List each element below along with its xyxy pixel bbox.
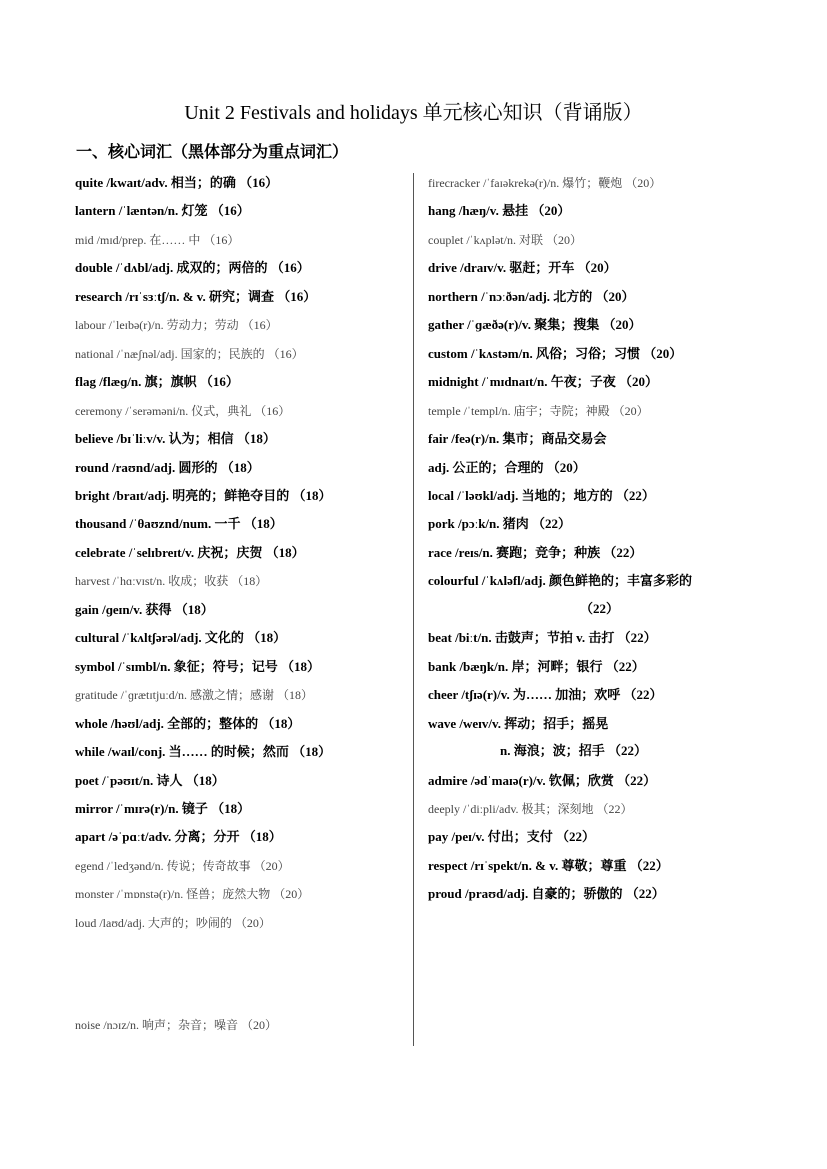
vocab-entry: custom /ˈkʌstəm/n. 风俗；习俗；习惯 （20）: [428, 346, 683, 361]
vocab-entry: national /ˈnæʃnəl/adj. 国家的；民族的 （16）: [75, 347, 304, 361]
vocab-entry: midnight /ˈmɪdnaɪt/n. 午夜；子夜 （20）: [428, 374, 658, 389]
vocab-entry: deeply /ˈdiːpli/adv. 极其；深刻地 （22）: [428, 802, 633, 816]
vocab-entry: egend /ˈledʒənd/n. 传说；传奇故事 （20）: [75, 859, 290, 873]
vocab-entry-continuation: n. 海浪；波；招手 （22）: [500, 743, 647, 758]
vocab-entry: while /waɪl/conj. 当…… 的时候；然而 （18）: [75, 744, 332, 759]
vocab-entry: adj. 公正的；合理的 （20）: [428, 460, 586, 475]
vocab-entry: double /ˈdʌbl/adj. 成双的；两倍的 （16）: [75, 260, 310, 275]
vocab-entry: whole /həʊl/adj. 全部的；整体的 （18）: [75, 716, 301, 731]
vocab-entry: believe /bɪˈliːv/v. 认为；相信 （18）: [75, 431, 276, 446]
vocab-entry: gratitude /ˈɡrætɪtjuːd/n. 感激之情；感谢 （18）: [75, 688, 313, 702]
vocab-entry: cheer /tʃɪə(r)/v. 为…… 加油；欢呼 （22）: [428, 687, 663, 702]
vocab-entry: pay /peɪ/v. 付出；支付 （22）: [428, 829, 595, 844]
vocab-entry: thousand /ˈθaʊznd/num. 一千 （18）: [75, 516, 283, 531]
vocab-entry: gather /ˈɡæðə(r)/v. 聚集；搜集 （20）: [428, 317, 642, 332]
vocab-entry: fair /feə(r)/n. 集市；商品交易会: [428, 431, 607, 446]
vocab-entry: loud /laʊd/adj. 大声的；吵闹的 （20）: [75, 916, 271, 930]
vocab-entry: monster /ˈmɒnstə(r)/n. 怪兽；庞然大物 （20）: [75, 887, 310, 901]
vocab-entry: ceremony /ˈserəməni/n. 仪式，典礼 （16）: [75, 404, 291, 418]
vocab-entry: couplet /ˈkʌplət/n. 对联 （20）: [428, 233, 582, 247]
vocab-entry: research /rɪˈsɜːtʃ/n. & v. 研究；调查 （16）: [75, 289, 317, 304]
vocab-entry: poet /ˈpəʊɪt/n. 诗人 （18）: [75, 773, 225, 788]
vocab-entry: local /ˈləʊkl/adj. 当地的；地方的 （22）: [428, 488, 655, 503]
vocab-entry: mirror /ˈmɪrə(r)/n. 镜子 （18）: [75, 801, 251, 816]
vocab-entry: admire /ədˈmaɪə(r)/v. 钦佩；欣赏 （22）: [428, 773, 657, 788]
vocab-entry: northern /ˈnɔːðən/adj. 北方的 （20）: [428, 289, 635, 304]
vocab-entry: pork /pɔːk/n. 猪肉 （22）: [428, 516, 572, 531]
vocab-entry: firecracker /ˈfaɪəkrekə(r)/n. 爆竹；鞭炮 （20）: [428, 176, 662, 190]
vocab-entry: bright /braɪt/adj. 明亮的；鲜艳夺目的 （18）: [75, 488, 332, 503]
vocab-entry: cultural /ˈkʌltʃərəl/adj. 文化的 （18）: [75, 630, 287, 645]
vocab-entry: colourful /ˈkʌləfl/adj. 颜色鲜艳的；丰富多彩的: [428, 573, 692, 588]
column-divider: [413, 173, 414, 1046]
vocab-entry: respect /rɪˈspekt/n. & v. 尊敬；尊重 （22）: [428, 858, 669, 873]
vocab-entry: lantern /ˈlæntən/n. 灯笼 （16）: [75, 203, 250, 218]
vocab-entry: hang /hæŋ/v. 悬挂 （20）: [428, 203, 571, 218]
vocab-entry: proud /praʊd/adj. 自豪的；骄傲的 （22）: [428, 886, 665, 901]
vocab-entry: mid /mɪd/prep. 在…… 中 （16）: [75, 233, 240, 247]
vocab-entry: gain /ɡeɪn/v. 获得 （18）: [75, 602, 214, 617]
vocab-entry: celebrate /ˈselɪbreɪt/v. 庆祝；庆贺 （18）: [75, 545, 305, 560]
vocab-entry: quite /kwaɪt/adv. 相当；的确 （16）: [75, 175, 279, 190]
vocab-entry: harvest /ˈhɑːvɪst/n. 收成；收获 （18）: [75, 574, 268, 588]
vocab-entry: bank /bæŋk/n. 岸；河畔；银行 （22）: [428, 659, 645, 674]
vocab-entry: labour /ˈleɪbə(r)/n. 劳动力；劳动 （16）: [75, 318, 278, 332]
section-heading: 一、核心词汇（黑体部分为重点词汇）: [76, 144, 349, 161]
vocab-entry: race /reɪs/n. 赛跑；竞争；种族 （22）: [428, 545, 643, 560]
vocab-entry: round /raʊnd/adj. 圆形的 （18）: [75, 460, 260, 475]
vocab-entry: apart /əˈpɑːt/adv. 分离；分开 （18）: [75, 829, 282, 844]
vocab-entry: temple /ˈtempl/n. 庙宇；寺院；神殿 （20）: [428, 404, 649, 418]
vocab-entry: noise /nɔɪz/n. 响声；杂音；噪音 （20）: [75, 1018, 277, 1032]
vocab-entry: symbol /ˈsɪmbl/n. 象征；符号；记号 （18）: [75, 659, 320, 674]
vocab-entry-continuation: （22）: [580, 601, 620, 616]
vocab-entry: wave /weɪv/v. 挥动；招手；摇晃: [428, 716, 609, 731]
vocab-entry: flag /flæɡ/n. 旗；旗帜 （16）: [75, 374, 239, 389]
vocab-entry: beat /biːt/n. 击鼓声；节拍 v. 击打 （22）: [428, 630, 657, 645]
vocab-entry: drive /draɪv/v. 驱赶；开车 （20）: [428, 260, 617, 275]
document-title: Unit 2 Festivals and holidays 单元核心知识（背诵版）: [184, 102, 643, 124]
